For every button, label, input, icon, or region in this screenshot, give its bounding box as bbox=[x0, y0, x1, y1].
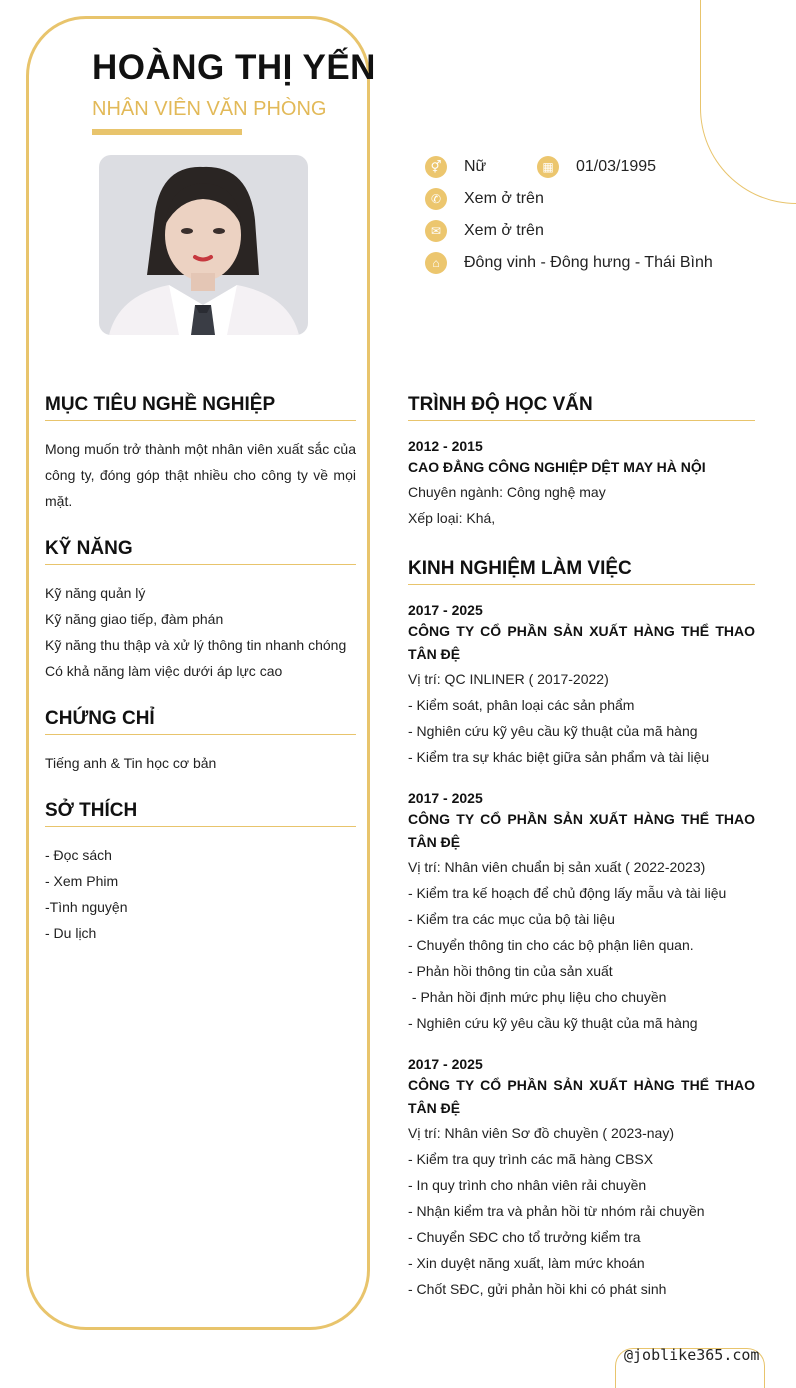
education-divider bbox=[408, 420, 755, 421]
objective-text: Mong muốn trở thành một nhân viên xuất sắc của công ty, đóng góp thật nhiều cho công ty về mọi mặt. bbox=[45, 441, 356, 509]
education-entry bbox=[408, 438, 755, 531]
job-entry bbox=[408, 1056, 755, 1302]
gender-value: Nữ bbox=[464, 158, 487, 175]
job-line: - Nghiên cứu kỹ yêu cầu kỹ thuật của mã hàng bbox=[408, 723, 698, 739]
objective-divider bbox=[45, 420, 356, 421]
home-icon: ⌂ bbox=[425, 252, 447, 274]
list-item: Tiếng anh & Tin học cơ bản bbox=[45, 755, 217, 771]
job-entry bbox=[408, 790, 755, 1036]
job-company: CÔNG TY CỔ PHẦN SẢN XUẤT HÀNG THỂ THAO TÂN ĐỆ bbox=[408, 811, 755, 850]
certificates-title: CHỨNG CHỈ bbox=[45, 708, 155, 729]
candidate-name: HOÀNG THỊ YẾN bbox=[92, 48, 376, 87]
job-line: - Kiểm tra sự khác biệt giữa sản phẩm và tài liệu bbox=[408, 749, 710, 765]
skills-divider bbox=[45, 564, 356, 565]
job-line: - Kiểm tra các mục của bộ tài liệu bbox=[408, 911, 615, 927]
certificates-divider bbox=[45, 734, 356, 735]
job-title: NHÂN VIÊN VĂN PHÒNG bbox=[92, 98, 327, 120]
phone-value: Xem ở trên bbox=[464, 190, 544, 207]
birthdate-value: 01/03/1995 bbox=[576, 158, 657, 175]
list-item: Kỹ năng thu thập và xử lý thông tin nhanh chóng bbox=[45, 637, 347, 653]
email-icon: ✉ bbox=[425, 220, 447, 242]
profile-photo bbox=[99, 155, 308, 335]
list-item: - Xem Phim bbox=[45, 873, 119, 889]
list-item: -Tình nguyện bbox=[45, 899, 128, 915]
hobbies-list bbox=[45, 842, 356, 946]
corner-decoration bbox=[700, 0, 796, 204]
job-entry bbox=[408, 602, 755, 770]
job-line: Vị trí: QC INLINER ( 2017-2022) bbox=[408, 671, 609, 687]
job-line: - Chuyển SĐC cho tổ trưởng kiểm tra bbox=[408, 1229, 641, 1245]
gender-icon: ⚥ bbox=[425, 156, 447, 178]
job-dates: 2017 - 2025 bbox=[408, 790, 483, 806]
hobbies-title: SỞ THÍCH bbox=[45, 800, 138, 821]
job-company: CÔNG TY CỔ PHẦN SẢN XUẤT HÀNG THỂ THAO TÂN ĐỆ bbox=[408, 623, 755, 662]
education-major: Chuyên ngành: Công nghệ may bbox=[408, 484, 606, 500]
education-grade: Xếp loại: Khá, bbox=[408, 510, 496, 526]
title-underline bbox=[92, 129, 242, 135]
job-dates: 2017 - 2025 bbox=[408, 1056, 483, 1072]
job-line: - Kiểm tra kế hoạch để chủ động lấy mẫu và tài liệu bbox=[408, 885, 727, 901]
hobbies-divider bbox=[45, 826, 356, 827]
job-line: - In quy trình cho nhân viên rải chuyền bbox=[408, 1177, 647, 1193]
certificates-list bbox=[45, 750, 356, 776]
job-line: - Phản hồi thông tin của sản xuất bbox=[408, 963, 613, 979]
calendar-icon: ▦ bbox=[537, 156, 559, 178]
education-school: CAO ĐẲNG CÔNG NGHIỆP DỆT MAY HÀ NỘI bbox=[408, 459, 706, 475]
job-line: - Kiểm soát, phân loại các sản phẩm bbox=[408, 697, 635, 713]
job-line: - Xin duyệt năng xuất, làm mức khoán bbox=[408, 1255, 645, 1271]
job-dates: 2017 - 2025 bbox=[408, 602, 483, 618]
list-item: - Đọc sách bbox=[45, 847, 112, 863]
phone-icon: ✆ bbox=[425, 188, 447, 210]
list-item: Kỹ năng quản lý bbox=[45, 585, 146, 601]
education-title: TRÌNH ĐỘ HỌC VẤN bbox=[408, 394, 593, 415]
footer-handle: @joblike365.com bbox=[624, 1346, 760, 1364]
job-line: Vị trí: Nhân viên Sơ đồ chuyền ( 2023-nay) bbox=[408, 1125, 674, 1141]
list-item: Có khả năng làm việc dưới áp lực cao bbox=[45, 663, 283, 679]
job-line: - Kiểm tra quy trình các mã hàng CBSX bbox=[408, 1151, 654, 1167]
experience-title: KINH NGHIỆM LÀM VIỆC bbox=[408, 558, 632, 579]
job-line: - Nhận kiểm tra và phản hồi từ nhóm rải chuyền bbox=[408, 1203, 705, 1219]
job-line: - Chốt SĐC, gửi phản hồi khi có phát sinh bbox=[408, 1281, 667, 1297]
education-dates: 2012 - 2015 bbox=[408, 438, 483, 454]
objective-title: MỤC TIÊU NGHỀ NGHIỆP bbox=[45, 394, 276, 415]
skills-title: KỸ NĂNG bbox=[45, 538, 133, 559]
job-line: - Nghiên cứu kỹ yêu cầu kỹ thuật của mã hàng bbox=[408, 1015, 698, 1031]
experience-divider bbox=[408, 584, 755, 585]
skills-list bbox=[45, 580, 356, 684]
job-line: - Phản hồi định mức phụ liệu cho chuyền bbox=[408, 989, 667, 1005]
job-line: - Chuyển thông tin cho các bộ phận liên quan. bbox=[408, 937, 694, 953]
job-line: Vị trí: Nhân viên chuẩn bị sản xuất ( 2022-2023) bbox=[408, 859, 706, 875]
list-item: Kỹ năng giao tiếp, đàm phán bbox=[45, 611, 224, 627]
address-value: Đông vinh - Đông hưng - Thái Bình bbox=[464, 254, 713, 271]
list-item: - Du lịch bbox=[45, 925, 97, 941]
email-value: Xem ở trên bbox=[464, 222, 544, 239]
job-company: CÔNG TY CỔ PHẦN SẢN XUẤT HÀNG THỂ THAO TÂN ĐỆ bbox=[408, 1077, 755, 1116]
